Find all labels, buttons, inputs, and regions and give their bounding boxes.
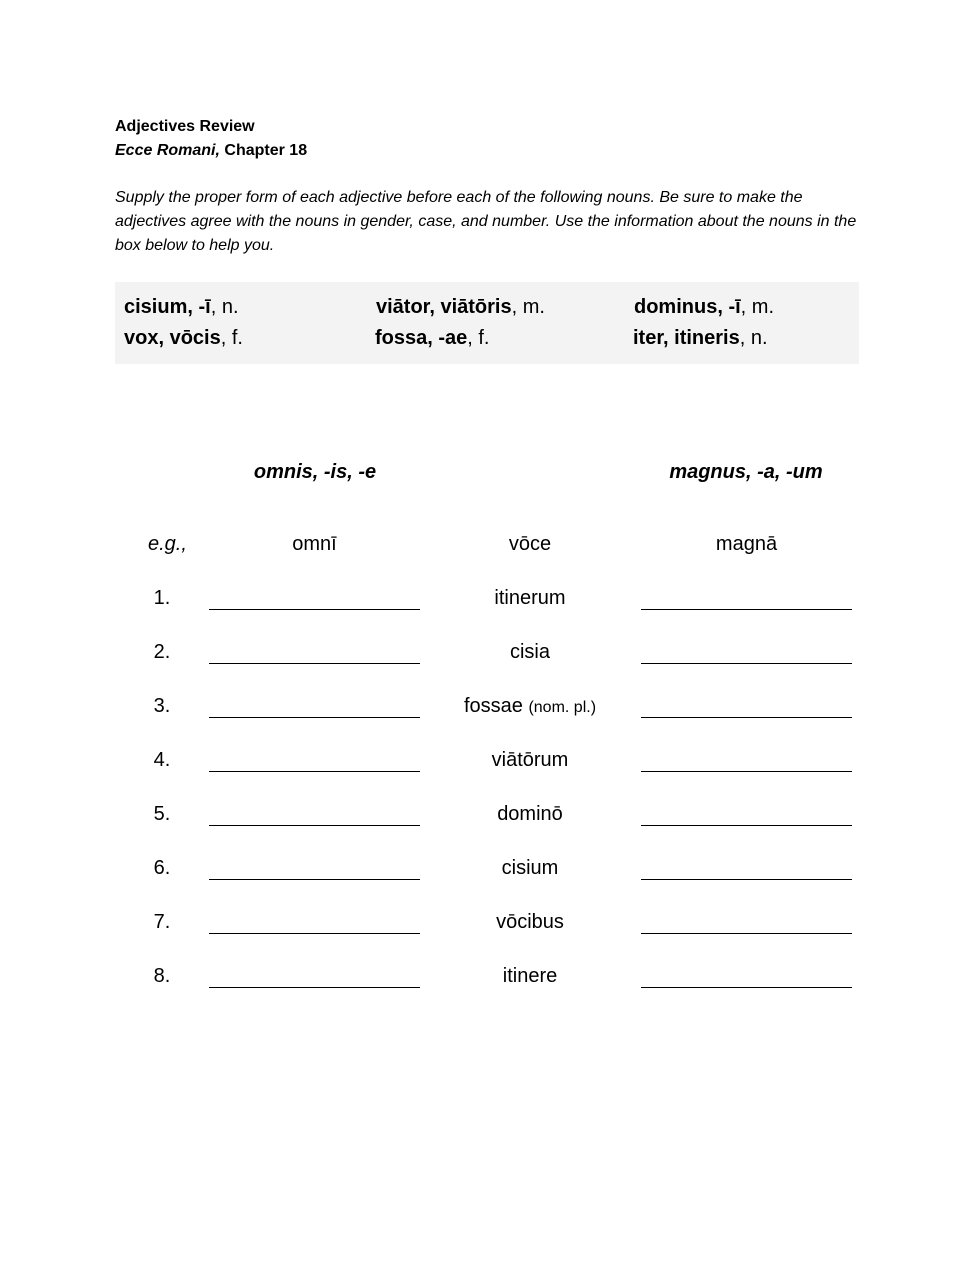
book-title: Ecce Romani, xyxy=(115,142,220,159)
answer-blank-omnis[interactable] xyxy=(209,879,420,880)
noun-entry-cisium: cisium, -ī, n. xyxy=(124,296,239,318)
item-noun xyxy=(430,693,630,721)
example-right-answer: magnā xyxy=(715,533,778,555)
answer-blank-omnis[interactable] xyxy=(209,609,420,610)
item-number: 6. xyxy=(153,857,171,879)
answer-blank-magnus[interactable] xyxy=(641,879,852,880)
item-noun-note: (nom. pl.) xyxy=(528,699,597,716)
noun-entry-dominus: dominus, -ī, m. xyxy=(634,296,775,318)
answer-blank-omnis[interactable] xyxy=(209,771,420,772)
example-label: e.g., xyxy=(148,533,187,555)
answer-blank-magnus[interactable] xyxy=(641,771,852,772)
example-noun: vōce xyxy=(508,533,552,555)
worksheet-subtitle xyxy=(115,140,307,162)
item-number: 7. xyxy=(153,911,171,933)
answer-blank-magnus[interactable] xyxy=(641,825,852,826)
noun-entry-viator: viātor, viātōris, m. xyxy=(376,296,545,318)
item-noun-word: viātōrum xyxy=(491,749,569,771)
answer-blank-omnis[interactable] xyxy=(209,987,420,988)
answer-blank-magnus[interactable] xyxy=(641,987,852,988)
item-noun-word: dominō xyxy=(497,803,563,825)
item-noun-word: cisia xyxy=(509,641,550,663)
item-noun-word: fossae xyxy=(463,695,523,717)
adjective-heading-magnus: magnus, -a, -um xyxy=(669,461,823,483)
item-noun-word: itinere xyxy=(502,965,558,987)
worksheet-title: Adjectives Review xyxy=(115,118,255,135)
item-number: 2. xyxy=(153,641,171,663)
instructions: Supply the proper form of each adjective before each of the following nouns. Be sure to make the adjectives agree with the nouns in gender, case, and number. Use the information about the nouns in the box below to help you. xyxy=(115,189,857,254)
item-noun-word: cisium xyxy=(501,857,559,879)
answer-blank-omnis[interactable] xyxy=(209,825,420,826)
item-noun xyxy=(430,585,630,611)
item-noun xyxy=(430,747,630,773)
example-left-answer: omnī xyxy=(292,533,337,555)
item-noun-word: itinerum xyxy=(494,587,566,609)
item-number: 4. xyxy=(153,749,171,771)
noun-entry-iter: iter, itineris, n. xyxy=(633,327,768,349)
answer-blank-omnis[interactable] xyxy=(209,933,420,934)
item-noun xyxy=(430,909,630,935)
answer-blank-omnis[interactable] xyxy=(209,663,420,664)
item-noun xyxy=(430,801,630,827)
item-noun xyxy=(430,639,630,665)
noun-entry-vox: vox, vōcis, f. xyxy=(124,327,243,349)
answer-blank-magnus[interactable] xyxy=(641,609,852,610)
item-number: 5. xyxy=(153,803,171,825)
adjective-heading-omnis: omnis, -is, -e xyxy=(253,461,377,483)
answer-blank-omnis[interactable] xyxy=(209,717,420,718)
item-number: 8. xyxy=(153,965,171,987)
item-noun xyxy=(430,963,630,989)
item-noun-word: vōcibus xyxy=(496,911,564,933)
answer-blank-magnus[interactable] xyxy=(641,663,852,664)
answer-blank-magnus[interactable] xyxy=(641,933,852,934)
item-number: 3. xyxy=(153,695,171,717)
answer-blank-magnus[interactable] xyxy=(641,717,852,718)
item-noun xyxy=(430,855,630,881)
chapter-label: Chapter 18 xyxy=(224,142,308,159)
noun-entry-fossa: fossa, -ae, f. xyxy=(375,327,490,349)
item-number: 1. xyxy=(153,587,171,609)
